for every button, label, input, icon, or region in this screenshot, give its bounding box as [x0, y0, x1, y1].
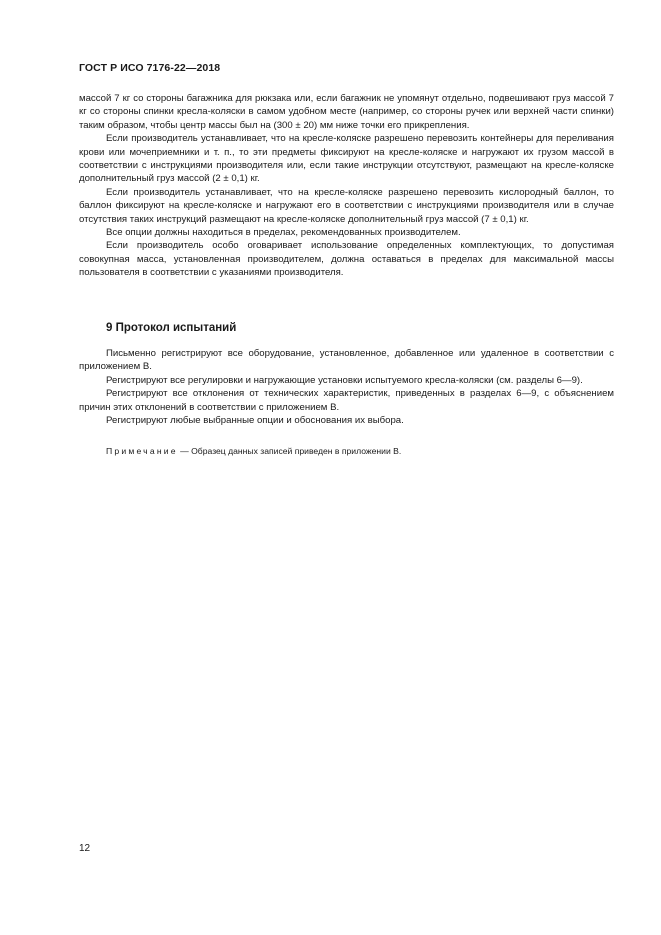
section-text — [79, 347, 614, 427]
paragraph: Регистрируют все отклонения от технических характеристик, приведенных в разделах 6—9, с объяснением причин этих отклонений в соответствии с приложением В. — [79, 388, 614, 413]
paragraph: Если производитель устанавливает, что на кресле-коляске разрешено перевозить кислородный баллон, то баллон фиксируют на кресле-коляске и нагружают его в соответствии с инструкциями производителя или в случае отсутствия таких инструкций размещают на кресле-коляске дополнительный груз массой (7 ± 0,1) кг. — [79, 186, 614, 225]
paragraph: Регистрируют все регулировки и нагружающие установки испытуемого кресла-коляски (см. разделы 6—9). — [106, 374, 583, 386]
note-label: Примечание — [106, 446, 178, 456]
note — [106, 445, 401, 457]
paragraph: Письменно регистрируют все оборудование, установленное, добавленное или удаленное в соответствии с приложением В. — [79, 348, 614, 373]
page-number: 12 — [79, 843, 91, 854]
section-heading: 9 Протокол испытаний — [106, 322, 237, 334]
paragraph: Если производитель особо оговаривает использование определенных комплектующих, то допустимая совокупная масса, установленная производителем, должна оставаться в пределах для максимальной массы пользователя в соответствии с указаниями производителя. — [79, 240, 614, 279]
note-text: — Образец данных записей приведен в приложении В. — [177, 446, 402, 456]
body-text — [79, 92, 614, 280]
document-header: ГОСТ Р ИСО 7176-22—2018 — [79, 62, 221, 74]
paragraph: массой 7 кг со стороны багажника для рюкзака или, если багажник не упомянут отдельно, подвешивают груз массой 7 кг со стороны спинки кресла-коляски в самом удобном месте (например, со стороны ручек или верхней части спинки) таким образом, чтобы центр массы был на (300 ± 20) мм ниже точки его прикрепления. — [79, 93, 614, 131]
paragraph: Регистрируют любые выбранные опции и обоснования их выбора. — [106, 415, 404, 427]
paragraph: Все опции должны находиться в пределах, рекомендованных производителем. — [106, 227, 461, 239]
paragraph: Если производитель устанавливает, что на кресле-коляске разрешено перевозить контейнеры для переливания крови или мочеприемники и т. п., то эти предметы фиксируют на кресле-коляске и нагружают их грузом массой в соответствии с инструкциями производителя или, если такие инструкции отсутствуют, размещают на кресле-коляске дополнительный груз массой (2 ± 0,1) кг. — [79, 133, 614, 185]
